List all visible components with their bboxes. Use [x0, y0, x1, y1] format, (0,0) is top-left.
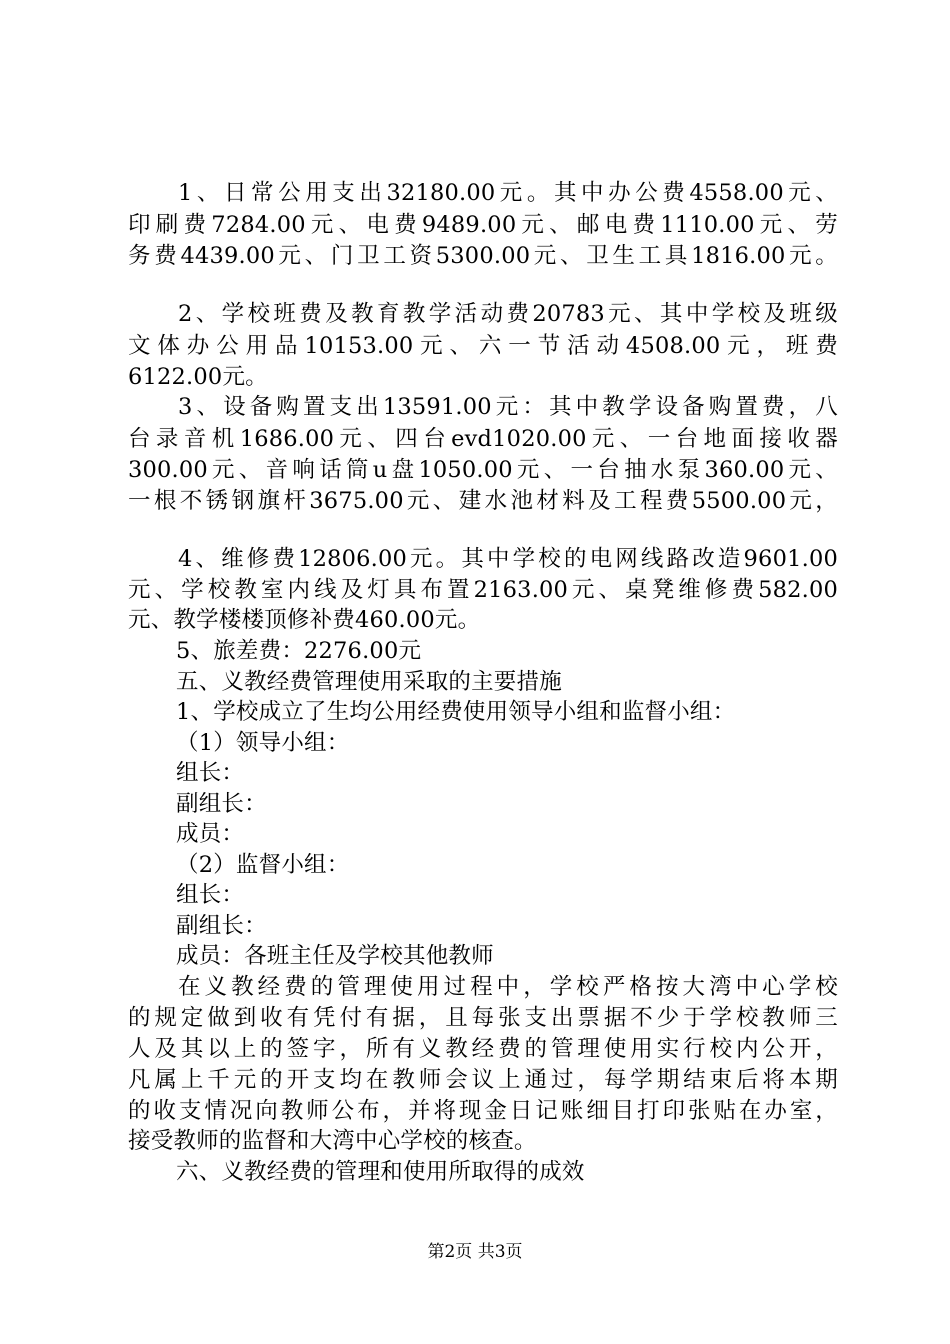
paragraph-line: 2、学校班费及教育教学活动费20783元、其中学校及班级: [178, 301, 838, 327]
paragraph-line: 印刷费7284.00元、电费9489.00元、邮电费1110.00元、劳: [128, 212, 838, 238]
paragraph-line: （2）监督小组：: [176, 852, 350, 878]
paragraph-line: 6122.00元。: [128, 364, 268, 390]
paragraph-line: 接受教师的监督和大湾中心学校的核查。: [128, 1128, 537, 1154]
paragraph-line: 4、维修费12806.00元。其中学校的电网线路改造9601.00: [178, 546, 838, 572]
paragraph-line: 成员：各班主任及学校其他教师: [176, 943, 494, 969]
paragraph-line: （1）领导小组：: [176, 730, 350, 756]
paragraph-line: 成员：: [176, 821, 245, 847]
paragraph-line: 元、教学楼楼顶修补费460.00元。: [128, 607, 481, 633]
paragraph-line: 1、日常公用支出32180.00元。其中办公费4558.00元、: [178, 180, 838, 206]
paragraph-line: 的规定做到收有凭付有据，且每张支出票据不少于学校教师三: [128, 1005, 838, 1031]
paragraph-line: 凡属上千元的开支均在教师会议上通过，每学期结束后将本期: [128, 1067, 838, 1093]
paragraph-line: 文体办公用品10153.00元、六一节活动4508.00元，班费: [128, 333, 838, 359]
section-heading: 六、义教经费的管理和使用所取得的成效: [176, 1159, 585, 1185]
paragraph-line: 300.00元、音响话筒u盘1050.00元、一台抽水泵360.00元、: [128, 457, 838, 483]
paragraph-line: 务费4439.00元、门卫工资5300.00元、卫生工具1816.00元。: [128, 243, 838, 269]
section-heading: 五、义教经费管理使用采取的主要措施: [176, 669, 562, 695]
paragraph-line: 在义教经费的管理使用过程中，学校严格按大湾中心学校: [178, 974, 838, 1000]
paragraph-line: 3、设备购置支出13591.00元：其中教学设备购置费，八: [178, 394, 838, 420]
paragraph-line: 台录音机1686.00元、四台evd1020.00元、一台地面接收器: [128, 426, 838, 452]
paragraph-line: 副组长：: [176, 913, 267, 939]
paragraph-line: 组长：: [176, 882, 245, 908]
paragraph-line: 1、学校成立了生均公用经费使用领导小组和监督小组：: [176, 699, 736, 725]
paragraph-line: 人及其以上的签字，所有义教经费的管理使用实行校内公开，: [128, 1036, 838, 1062]
paragraph-line: 一根不锈钢旗杆3675.00元、建水池材料及工程费5500.00元，: [128, 488, 838, 514]
paragraph-line: 的收支情况向教师公布，并将现金日记账细目打印张贴在办室，: [128, 1098, 838, 1124]
paragraph-line: 组长：: [176, 760, 245, 786]
paragraph-line: 副组长：: [176, 791, 267, 817]
paragraph-line: 5、旅差费：2276.00元: [176, 638, 422, 664]
page-number-footer: 第2页 共3页: [427, 1242, 523, 1262]
paragraph-line: 元、学校教室内线及灯具布置2163.00元、桌凳维修费582.00: [128, 577, 838, 603]
